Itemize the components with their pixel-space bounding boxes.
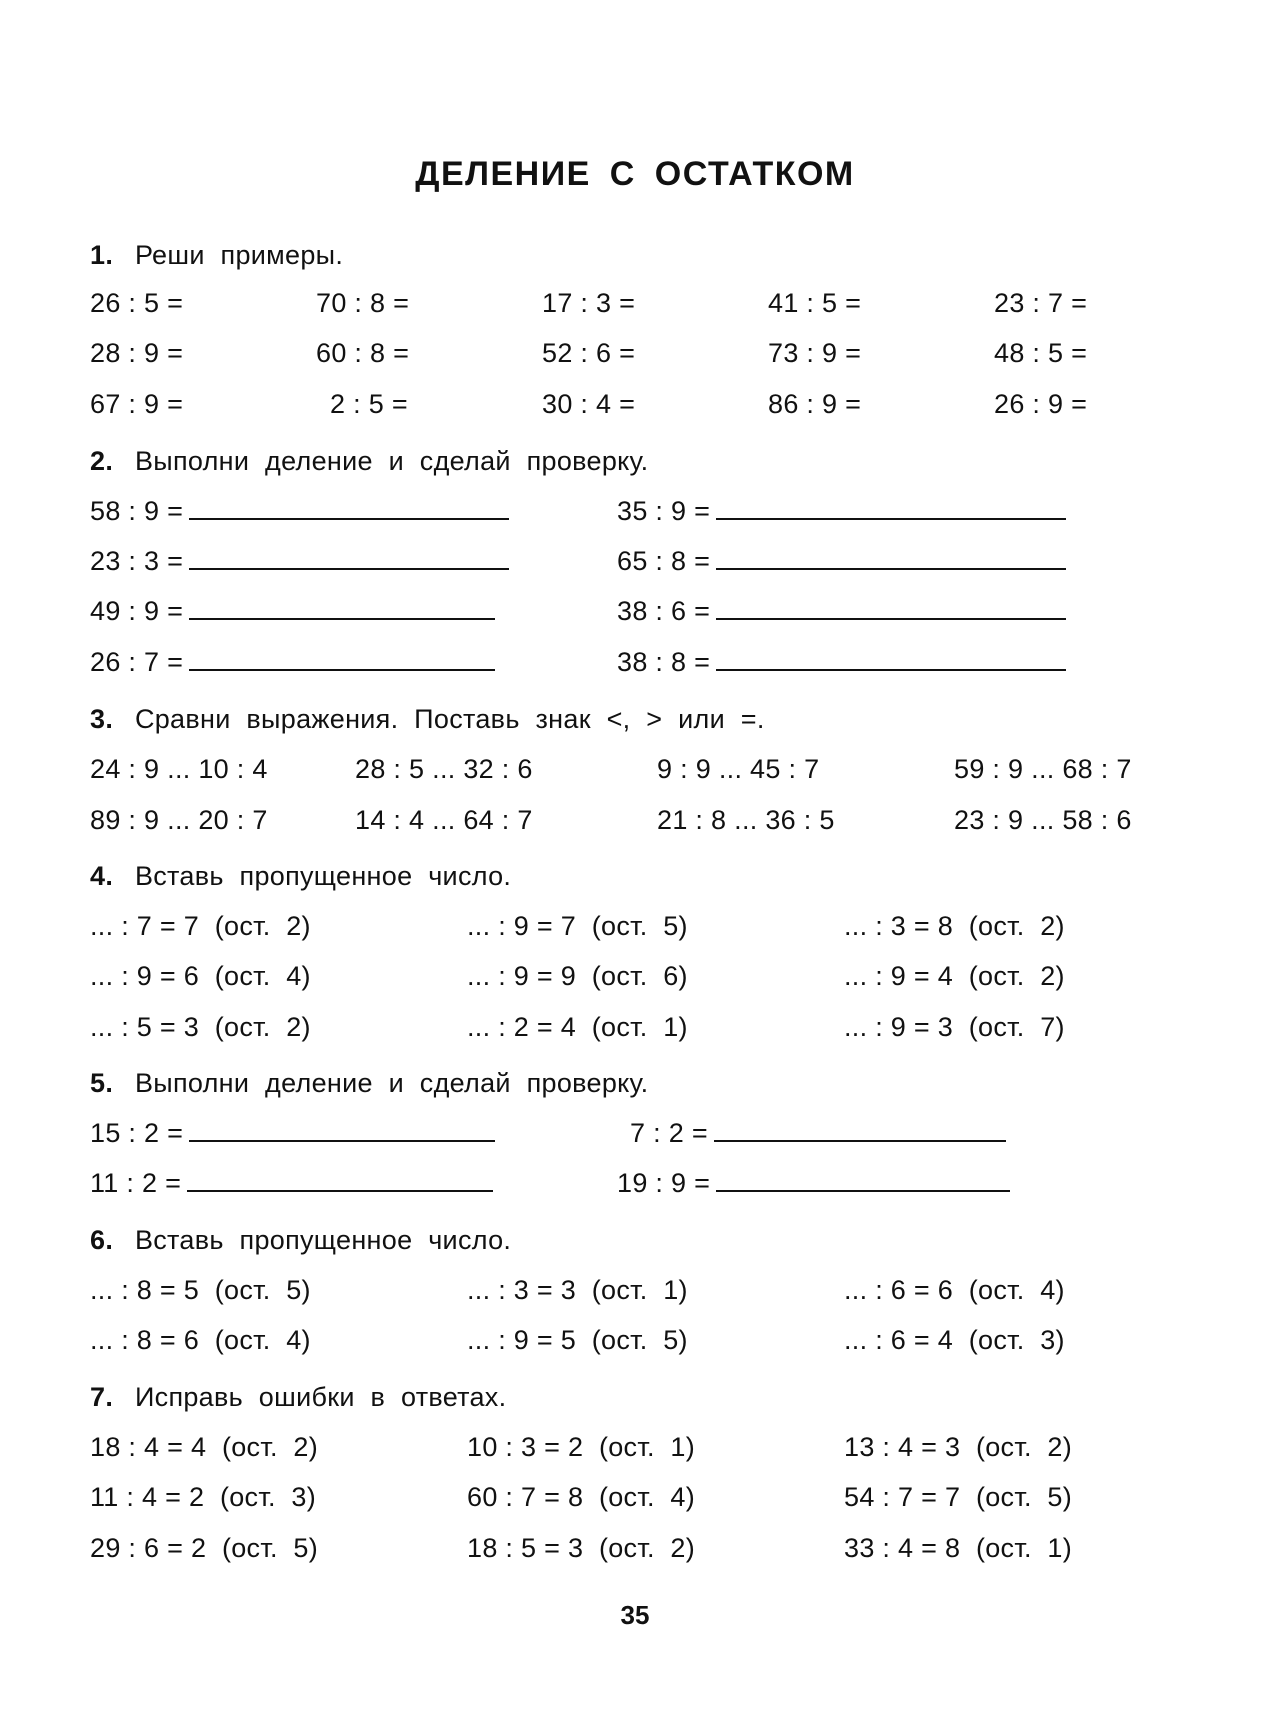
example: 26 : 9 = — [994, 389, 1088, 419]
missing-number-item: ... : 9 = 6 (ост. 4) — [90, 961, 311, 991]
example: 11 : 2 = — [90, 1168, 182, 1198]
answer-line[interactable] — [189, 1118, 495, 1142]
missing-number-item: ... : 9 = 3 (ост. 7) — [844, 1012, 1065, 1042]
division-with-answer-line — [90, 1168, 493, 1199]
missing-number-item: ... : 5 = 3 (ост. 2) — [90, 1012, 311, 1042]
example: 73 : 9 = — [768, 338, 862, 368]
answer-line[interactable] — [714, 1118, 1006, 1142]
example: 49 : 9 = — [90, 596, 184, 626]
missing-number-item: ... : 9 = 9 (ост. 6) — [467, 961, 688, 991]
page-number: 35 — [620, 1600, 650, 1630]
missing-number-item: ... : 8 = 5 (ост. 5) — [90, 1275, 311, 1305]
division-with-answer-line — [617, 1168, 1010, 1199]
example: 19 : 9 = — [617, 1168, 711, 1198]
correction-item: 18 : 4 = 4 (ост. 2) — [90, 1432, 319, 1462]
missing-number-item: ... : 8 = 6 (ост. 4) — [90, 1325, 311, 1355]
answer-line[interactable] — [716, 546, 1066, 570]
example: 65 : 8 = — [617, 546, 711, 576]
example: 30 : 4 = — [542, 389, 636, 419]
example: 60 : 8 = — [316, 338, 410, 368]
example: 26 : 7 = — [90, 647, 184, 677]
correction-item: 10 : 3 = 2 (ост. 1) — [467, 1432, 696, 1462]
comparison: 9 : 9 ... 45 : 7 — [657, 754, 820, 784]
example: 38 : 8 = — [617, 647, 711, 677]
task-number: 6. — [90, 1225, 114, 1255]
example: 28 : 9 = — [90, 338, 184, 368]
task-2-heading — [90, 446, 648, 477]
comparison: 89 : 9 ... 20 : 7 — [90, 805, 268, 835]
missing-number-item: ... : 6 = 6 (ост. 4) — [844, 1275, 1065, 1305]
task-5-heading — [90, 1068, 648, 1099]
task-1-heading — [90, 240, 343, 271]
task-text: Исправь ошибки в ответах. — [134, 1382, 507, 1412]
correction-item: 60 : 7 = 8 (ост. 4) — [467, 1482, 696, 1512]
answer-line[interactable] — [189, 647, 495, 671]
task-number: 1. — [90, 240, 114, 270]
task-number: 5. — [90, 1068, 114, 1098]
correction-item: 54 : 7 = 7 (ост. 5) — [844, 1482, 1073, 1512]
missing-number-item: ... : 9 = 7 (ост. 5) — [467, 911, 688, 941]
example: 7 : 2 = — [630, 1118, 708, 1148]
answer-line[interactable] — [189, 596, 495, 620]
missing-number-item: ... : 9 = 5 (ост. 5) — [467, 1325, 688, 1355]
comparison: 23 : 9 ... 58 : 6 — [954, 805, 1132, 835]
example: 15 : 2 = — [90, 1118, 184, 1148]
missing-number-item: ... : 2 = 4 (ост. 1) — [467, 1012, 688, 1042]
division-with-answer-line — [90, 496, 509, 527]
example: 67 : 9 = — [90, 389, 184, 419]
task-text: Выполни деление и сделай проверку. — [134, 446, 649, 476]
answer-line[interactable] — [716, 1168, 1010, 1192]
comparison: 21 : 8 ... 36 : 5 — [657, 805, 835, 835]
example: 26 : 5 = — [90, 288, 184, 318]
comparison: 59 : 9 ... 68 : 7 — [954, 754, 1132, 784]
missing-number-item: ... : 7 = 7 (ост. 2) — [90, 911, 311, 941]
example: 86 : 9 = — [768, 389, 862, 419]
task-7-heading — [90, 1382, 506, 1413]
task-3-heading — [90, 704, 765, 735]
task-number: 2. — [90, 446, 114, 476]
missing-number-item: ... : 6 = 4 (ост. 3) — [844, 1325, 1065, 1355]
answer-line[interactable] — [716, 647, 1066, 671]
correction-item: 13 : 4 = 3 (ост. 2) — [844, 1432, 1073, 1462]
answer-line[interactable] — [716, 596, 1066, 620]
task-text: Сравни выражения. Поставь знак <, > или =. — [134, 704, 765, 734]
answer-line[interactable] — [187, 1168, 493, 1192]
example: 70 : 8 = — [316, 288, 410, 318]
example: 38 : 6 = — [617, 596, 711, 626]
task-text: Реши примеры. — [134, 240, 344, 270]
task-text: Вставь пропущенное число. — [134, 1225, 512, 1255]
answer-line[interactable] — [189, 546, 509, 570]
example: 23 : 7 = — [994, 288, 1088, 318]
division-with-answer-line — [90, 596, 495, 627]
comparison: 14 : 4 ... 64 : 7 — [355, 805, 533, 835]
task-number: 3. — [90, 704, 114, 734]
task-number: 7. — [90, 1382, 114, 1412]
division-with-answer-line — [90, 647, 495, 678]
division-with-answer-line — [90, 1118, 495, 1149]
missing-number-item: ... : 3 = 3 (ост. 1) — [467, 1275, 688, 1305]
correction-item: 18 : 5 = 3 (ост. 2) — [467, 1533, 696, 1563]
example: 58 : 9 = — [90, 496, 184, 526]
correction-item: 11 : 4 = 2 (ост. 3) — [90, 1482, 317, 1512]
task-text: Вставь пропущенное число. — [134, 861, 512, 891]
correction-item: 29 : 6 = 2 (ост. 5) — [90, 1533, 319, 1563]
correction-item: 33 : 4 = 8 (ост. 1) — [844, 1533, 1073, 1563]
comparison: 28 : 5 ... 32 : 6 — [355, 754, 533, 784]
example: 2 : 5 = — [330, 389, 408, 419]
division-with-answer-line — [617, 596, 1066, 627]
division-with-answer-line — [630, 1118, 1006, 1149]
example: 48 : 5 = — [994, 338, 1088, 368]
page-title: ДЕЛЕНИЕ С ОСТАТКОМ — [415, 155, 855, 193]
task-4-heading — [90, 861, 511, 892]
comparison: 24 : 9 ... 10 : 4 — [90, 754, 268, 784]
division-with-answer-line — [90, 546, 509, 577]
division-with-answer-line — [617, 496, 1066, 527]
missing-number-item: ... : 3 = 8 (ост. 2) — [844, 911, 1065, 941]
answer-line[interactable] — [189, 496, 509, 520]
task-text: Выполни деление и сделай проверку. — [134, 1068, 649, 1098]
example: 23 : 3 = — [90, 546, 184, 576]
example: 52 : 6 = — [542, 338, 636, 368]
example: 35 : 9 = — [617, 496, 711, 526]
division-with-answer-line — [617, 546, 1066, 577]
division-with-answer-line — [617, 647, 1066, 678]
example: 41 : 5 = — [768, 288, 862, 318]
example: 17 : 3 = — [542, 288, 636, 318]
missing-number-item: ... : 9 = 4 (ост. 2) — [844, 961, 1065, 991]
task-6-heading — [90, 1225, 511, 1256]
task-number: 4. — [90, 861, 114, 891]
answer-line[interactable] — [716, 496, 1066, 520]
